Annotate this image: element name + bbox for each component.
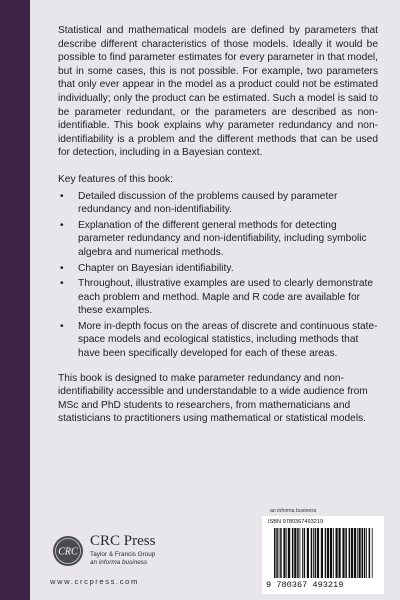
isbn-digits: 9 780367 493219	[266, 580, 344, 590]
list-item: • More in-depth focus on the areas of discrete and continuous state-space models and ecological statistics, including methods that have been specifically developed for each of these areas.	[58, 320, 378, 361]
publisher-business: an informa business	[90, 559, 148, 566]
list-item: • Detailed discussion of the problems caused by parameter redundancy and non-identifiability.	[58, 190, 378, 217]
publisher-block	[44, 525, 204, 595]
book-spine	[0, 0, 30, 600]
crc-logo-icon	[52, 535, 84, 567]
book-description: Statistical and mathematical models are defined by parameters that describe different characteristics of those models. Ideally it would be possible to find parameter estimates for every parameter in that model, but in some cases, this is not possible. For example, two parameters that only ever appear in the model as a product could not be estimated individually; only the product can be estimated. Such a model is said to be parameter redundant, or the parameters are described as non-identifiable. This book explains why parameter redundancy and non-identifiability is a problem and the different methods that can be used for detection, including in a Bayesian context.	[58, 25, 378, 159]
features-heading: Key features of this book:	[58, 173, 173, 185]
list-item: • Chapter on Bayesian identifiability.	[58, 262, 378, 276]
publisher-url: www.crcpress.com	[50, 577, 139, 586]
list-item: • Explanation of the different general methods for detecting parameter redundancy and non-identifiability, including symbolic algebra and numerical methods.	[58, 219, 378, 260]
publisher-group: Taylor & Francis Group	[90, 551, 156, 558]
back-cover-text	[58, 24, 378, 426]
barcode	[262, 516, 384, 594]
closing-paragraph: This book is designed to make parameter redundancy and non-identifiability accessible and understandable to a wide audience from MSc and PhD students to researchers, from mathematicians and statisticians to practitioners using mathematical or statistical models.	[58, 372, 368, 425]
isbn-label: ISBN 9780367493219	[268, 519, 324, 525]
barcode-bars-icon	[266, 528, 380, 578]
barcode-caption: an informa business	[270, 508, 317, 514]
logo-text: CRC	[58, 546, 78, 558]
publisher-name: CRC Press	[90, 533, 156, 549]
list-item: • Throughout, illustrative examples are used to clearly demonstrate each problem and method. Maple and R code are available for these examples.	[58, 277, 378, 318]
features-list	[58, 190, 378, 361]
